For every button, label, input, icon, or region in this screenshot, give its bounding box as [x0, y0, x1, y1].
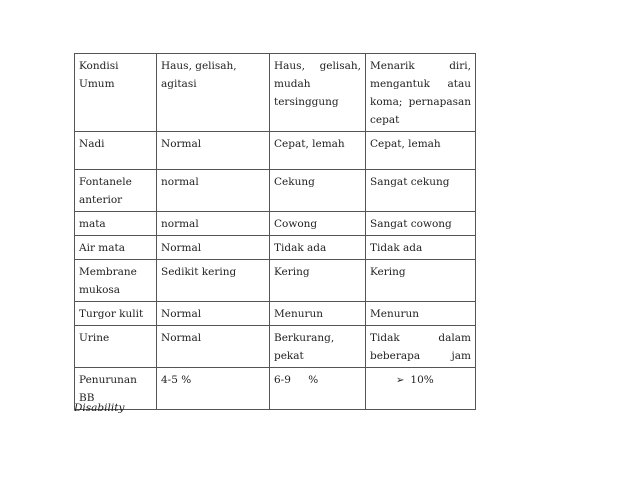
table-cell: Berkurang, pekat — [270, 326, 366, 368]
table-cell: Tidak dalam beberapa jam — [366, 326, 476, 368]
table-cell: 4-5 % — [157, 368, 270, 410]
table-cell: Haus, gelisah, mudah tersinggung — [270, 54, 366, 132]
table-cell: Menarik diri, mengantuk atau koma; pernapasan cepat — [366, 54, 476, 132]
table-row — [75, 54, 476, 132]
table-cell: 6-9 % — [270, 368, 366, 410]
table-cell: Haus, gelisah, agitasi — [157, 54, 270, 132]
table-row — [75, 170, 476, 212]
table-cell-text: 10% — [410, 374, 434, 386]
table-cell: normal — [157, 212, 270, 236]
table-cell — [366, 368, 476, 410]
table-cell: Cepat, lemah — [270, 132, 366, 170]
table-cell: Normal — [157, 236, 270, 260]
table-cell: Urine — [75, 326, 157, 368]
table-cell: Sangat cekung — [366, 170, 476, 212]
table-cell: Kering — [270, 260, 366, 302]
table-cell: Cekung — [270, 170, 366, 212]
table-cell: Kering — [366, 260, 476, 302]
table-cell: Normal — [157, 132, 270, 170]
table-cell: mata — [75, 212, 157, 236]
table-cell: Turgor kulit — [75, 302, 157, 326]
table-cell: Menurun — [366, 302, 476, 326]
table-cell: Tidak ada — [270, 236, 366, 260]
table-cell: Menurun — [270, 302, 366, 326]
table-row — [75, 236, 476, 260]
table-cell: Air mata — [75, 236, 157, 260]
table-cell: Fontanele anterior — [75, 170, 157, 212]
table-cell: Sangat cowong — [366, 212, 476, 236]
table-row — [75, 260, 476, 302]
table-row — [75, 212, 476, 236]
table-cell: Nadi — [75, 132, 157, 170]
table-row — [75, 326, 476, 368]
table-row — [75, 132, 476, 170]
table-cell: Cepat, lemah — [366, 132, 476, 170]
table-cell: Sedikit kering — [157, 260, 270, 302]
table-cell: Cowong — [270, 212, 366, 236]
arrow-bullet-icon: ➢ — [396, 375, 405, 386]
dehydration-table — [74, 53, 476, 410]
table-cell: Normal — [157, 302, 270, 326]
section-heading: Disability — [74, 402, 125, 414]
table-cell: Membrane mukosa — [75, 260, 157, 302]
table-cell: Kondisi Umum — [75, 54, 157, 132]
table-row — [75, 302, 476, 326]
table-cell: Penurunan BB — [75, 368, 157, 410]
table-cell: Normal — [157, 326, 270, 368]
table-cell: normal — [157, 170, 270, 212]
table-cell: Tidak ada — [366, 236, 476, 260]
table-row — [75, 368, 476, 410]
